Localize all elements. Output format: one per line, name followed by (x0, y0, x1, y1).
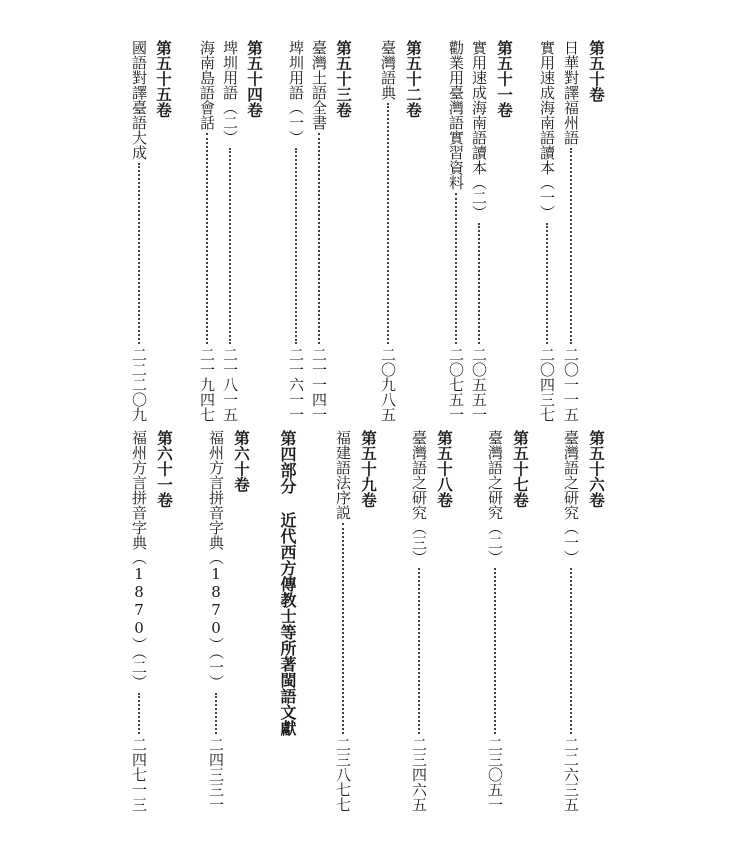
toc-entry[interactable] (558, 430, 584, 812)
volume-61-heading: 第六十一卷 (155, 430, 173, 508)
volume-60-heading: 第六十卷 (232, 430, 250, 492)
entry-page: 二四三三一 (207, 737, 225, 812)
leader-dots (138, 163, 140, 344)
volume-51-heading: 第五十一卷 (495, 40, 513, 118)
leader-dots (455, 193, 457, 344)
leader-dots (478, 223, 480, 344)
volume-50-heading: 第五十卷 (587, 40, 605, 102)
leader-dots (318, 133, 320, 344)
volume-56-heading: 第五十六卷 (587, 430, 605, 508)
entry-title: 臺灣語之研究（二） (486, 430, 504, 565)
entry-title: 臺灣語之研究（三） (410, 430, 428, 565)
entry-page: 二三八七七 (334, 737, 352, 812)
volume-52-heading: 第五十二卷 (404, 40, 422, 118)
entry-title: 實用速成海南語讀本（一） (538, 40, 556, 220)
toc-entry[interactable] (126, 430, 152, 812)
entry-title: 臺灣土語全書 (310, 40, 328, 130)
entry-page: 二〇七五一 (447, 347, 465, 422)
entry-page: 二一一四一 (310, 347, 328, 422)
leader-dots (418, 568, 420, 734)
leader-dots (295, 148, 297, 344)
entry-title: 海南島語會話 (198, 40, 216, 130)
toc-entry[interactable] (217, 40, 243, 422)
leader-dots (494, 568, 496, 734)
toc-entry[interactable] (306, 40, 332, 422)
part-4-heading (272, 430, 302, 736)
entry-page: 二〇九八五 (379, 347, 397, 422)
entry-page: 二一九四七 (198, 347, 216, 422)
entry-title: 勸業用臺灣語實習資料 (447, 40, 465, 190)
part-title: 近代西方傳教士等所著閩語文獻 (278, 512, 297, 736)
entry-title: 實用速成海南語讀本（二） (470, 40, 488, 220)
volume-58-heading: 第五十八卷 (435, 430, 453, 508)
entry-page: 二〇四三七 (538, 347, 556, 422)
toc-entry[interactable] (375, 40, 401, 422)
volume-54-heading: 第五十四卷 (245, 40, 263, 118)
toc-entry[interactable] (443, 40, 469, 422)
toc-entry[interactable] (126, 40, 152, 422)
toc-entry[interactable] (283, 40, 309, 422)
part-label: 第四部分 (278, 430, 297, 494)
leader-dots (342, 523, 344, 734)
volume-59-heading: 第五十九卷 (359, 430, 377, 508)
leader-dots (387, 103, 389, 344)
entry-page: 二二二〇九 (130, 347, 148, 422)
entry-page: 二二六三五 (562, 737, 580, 812)
leader-dots (570, 568, 572, 734)
volume-53-heading: 第五十三卷 (334, 40, 352, 118)
entry-title: 臺灣語之研究（一） (562, 430, 580, 565)
leader-dots (229, 148, 231, 344)
toc-entry[interactable] (558, 40, 584, 422)
entry-title: 日華對譯福州語 (562, 40, 580, 145)
entry-title: 國語對譯臺語大成 (130, 40, 148, 160)
leader-dots (546, 223, 548, 344)
entry-page: 二三四六五 (410, 737, 428, 812)
toc-entry[interactable] (534, 40, 560, 422)
toc-entry[interactable] (466, 40, 492, 422)
entry-page: 二一八一五 (221, 347, 239, 422)
entry-title: 埤圳用語（一） (287, 40, 305, 145)
leader-dots (570, 148, 572, 344)
leader-dots (138, 693, 140, 735)
entry-page: 二一六一一 (287, 347, 305, 422)
entry-title: 福州方言拼音字典（1870）（二） (130, 430, 148, 690)
volume-57-heading: 第五十七卷 (511, 430, 529, 508)
entry-page: 二三〇五一 (486, 737, 504, 812)
entry-title: 福建語法序説 (334, 430, 352, 520)
entry-page: 二〇一一五 (562, 347, 580, 422)
toc-entry[interactable] (330, 430, 356, 812)
entry-page: 二四七一三 (130, 737, 148, 812)
toc-entry[interactable] (406, 430, 432, 812)
toc-entry[interactable] (203, 430, 229, 812)
toc-entry[interactable] (194, 40, 220, 422)
leader-dots (206, 133, 208, 344)
entry-title: 福州方言拼音字典（1870）（一） (207, 430, 225, 690)
toc-entry[interactable] (482, 430, 508, 812)
volume-55-heading: 第五十五卷 (154, 40, 172, 118)
entry-page: 二〇五五一 (470, 347, 488, 422)
entry-title: 埤圳用語（二） (221, 40, 239, 145)
leader-dots (215, 693, 217, 735)
entry-title: 臺灣語典 (379, 40, 397, 100)
